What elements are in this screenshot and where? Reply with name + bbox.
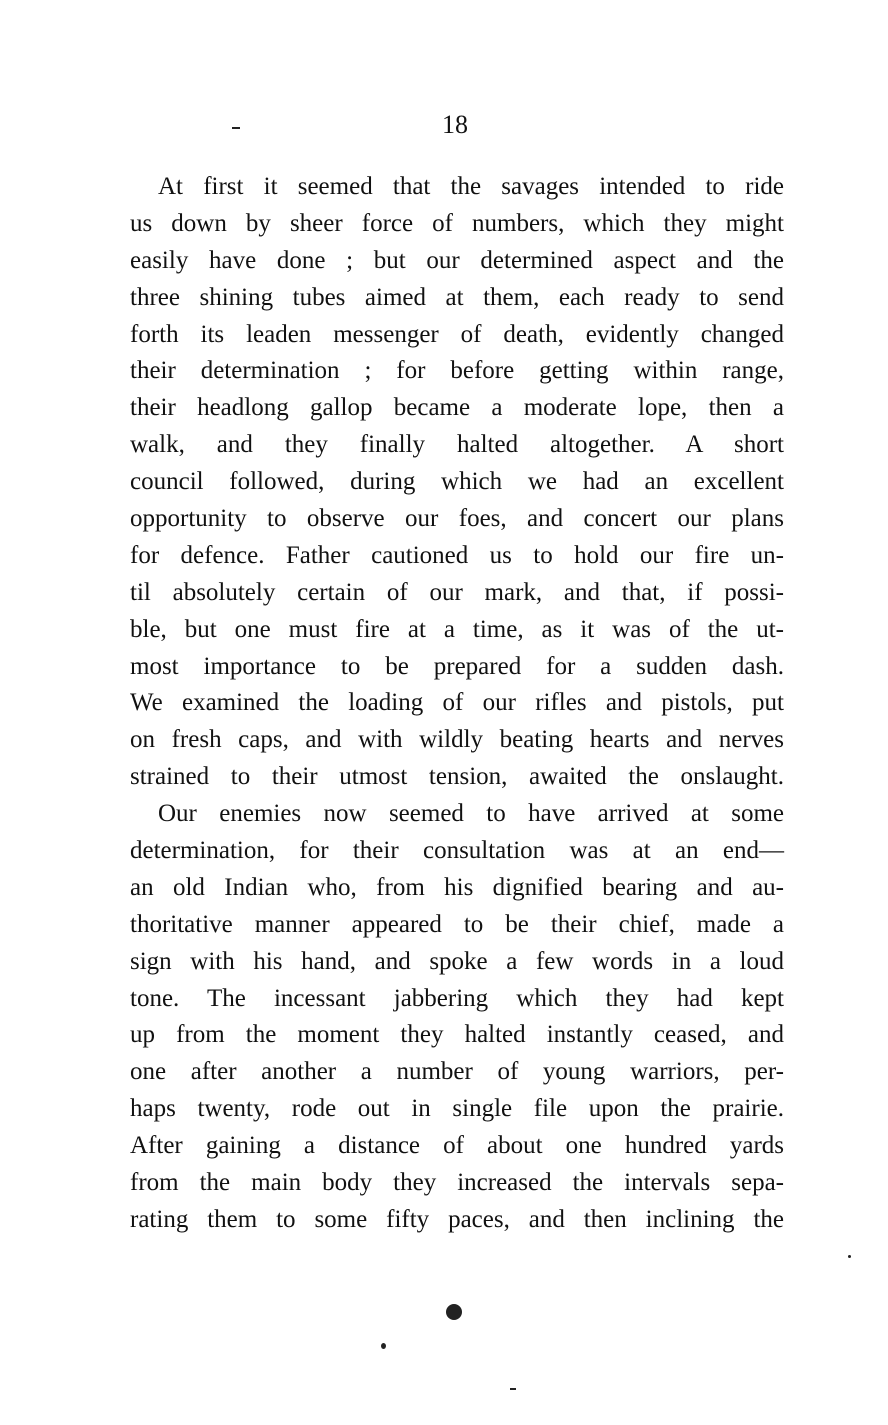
text-line: rating them to some fifty paces, and then inclining the	[130, 1205, 784, 1233]
text-line: After gaining a distance of about one hundred yards	[130, 1132, 784, 1160]
text-line: their headlong gallop became a moderate lope, then a	[130, 394, 784, 422]
text-line: opportunity to observe our foes, and concert our plans	[130, 505, 784, 533]
page-number: 18	[442, 110, 468, 139]
text-line: their determination ; for before getting within range,	[130, 357, 784, 385]
text-line: on fresh caps, and with wildly beating hearts and nerves	[130, 726, 784, 754]
text-line: thoritative manner appeared to be their chief, made a	[130, 910, 784, 938]
text-line: At first it seemed that the savages intended to ride	[158, 173, 784, 200]
text-line: Our enemies now seemed to have arrived at some	[158, 800, 784, 828]
text-line: We examined the loading of our rifles and pistols, put	[130, 689, 784, 717]
text-line: an old Indian who, from his dignified bearing and au-	[130, 873, 784, 901]
ink-dot	[381, 1343, 386, 1349]
text-line: council followed, during which we had an excellent	[130, 468, 784, 496]
text-line: determination, for their consultation was at an end—	[130, 837, 784, 865]
text-line: haps twenty, rode out in single file upon the prairie.	[130, 1095, 784, 1123]
text-line: one after another a number of young warriors, per-	[130, 1058, 784, 1086]
ink-blot	[446, 1304, 462, 1320]
text-line: til absolutely certain of our mark, and that, if possi-	[130, 578, 784, 606]
text-line: ble, but one must fire at a time, as it was of the ut-	[130, 615, 784, 643]
text-line: three shining tubes aimed at them, each ready to send	[130, 283, 784, 311]
text-line: sign with his hand, and spoke a few words in a loud	[130, 947, 784, 975]
text-line: forth its leaden messenger of death, evidently changed	[130, 320, 784, 348]
ink-dot	[510, 1388, 516, 1390]
text-line: most importance to be prepared for a sudden dash.	[130, 652, 784, 680]
text-line: strained to their utmost tension, awaited the onslaught.	[130, 763, 784, 791]
text-line: walk, and they finally halted altogether. A short	[130, 431, 784, 459]
text-line: from the main body they increased the intervals sepa-	[130, 1169, 784, 1197]
text-line: for defence. Father cautioned us to hold our fire un-	[130, 541, 784, 569]
text-line: tone. The incessant jabbering which they had kept	[130, 984, 784, 1012]
text-line: easily have done ; but our determined aspect and the	[130, 246, 784, 274]
ink-dot	[232, 127, 240, 129]
ink-dot	[848, 1255, 851, 1258]
body-text	[130, 169, 784, 1239]
text-line: us down by sheer force of numbers, which they might	[130, 209, 784, 237]
text-line: up from the moment they halted instantly ceased, and	[130, 1021, 784, 1049]
